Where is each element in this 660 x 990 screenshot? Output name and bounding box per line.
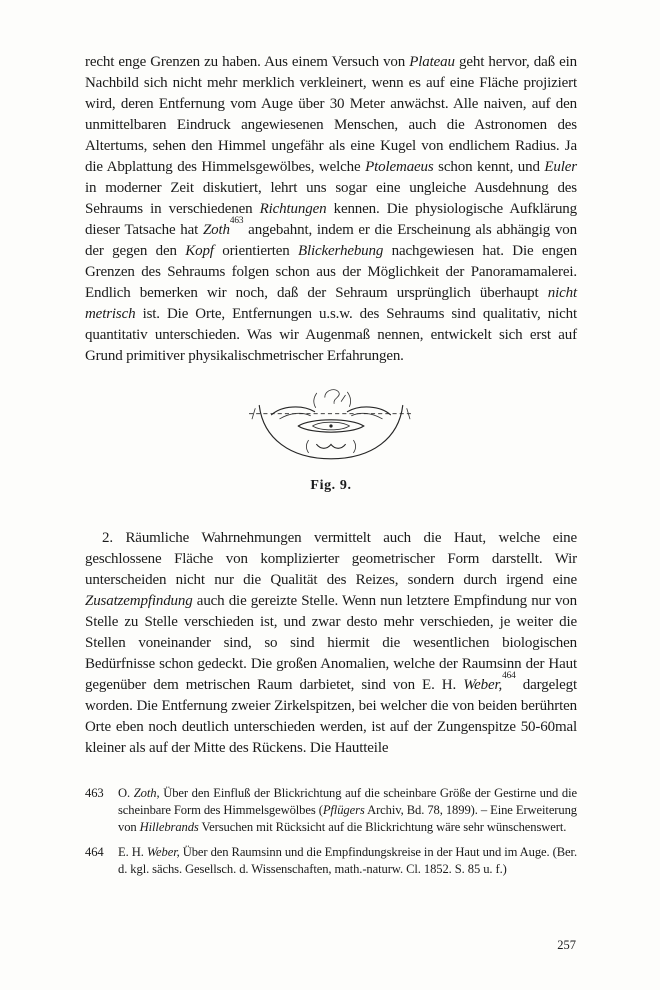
paragraph-2: 2. Räumliche Wahrnehmungen vermittelt auch die Haut, welche eine geschlossene Fläche von komplizierter geometrischer Form darstellt. Wir unterscheiden nicht nur die Qualität des Reizes, sondern durch irgend eine Zusatzempfindung auch die gereizte Stelle. Wenn nun letztere Empfindung nur von Stelle zu Stelle verschieden ist, und zwar desto mehr verschieden, je weiter die Stellen voneinander sind, so sind hiermit die wesentlichen biologischen Bedürfnisse schon gedeckt. Die großen Anomalien, welche der Raumsinn der Haut gegenüber dem metrischen Raum darbietet, sind von E. H. Weber,$^{464}$ dargelegt worden. Die Entfernung zweier Zirkelspitzen, bei welcher die von beiden berührten Orte eben noch deutlich unterschieden werden, ist auf der Zungenspitze 50-60mal kleiner als auf der Mitte des Rückens. Die Hautteile bbox=[85, 530, 577, 756]
footnotes-section bbox=[85, 785, 577, 878]
footnote-464 bbox=[85, 844, 577, 878]
footnote-text-463: O. Zoth, Über den Einfluß der Blickrichtung auf die scheinbare Größe der Gestirne und die scheinbare Form des Himmelsgewölbes (Pflügers Archiv, Bd. 78, 1899). – Eine Erweiterung von Hillebrands Versuchen mit Rücksicht auf die Blickrichtung wäre sehr wünschenswert. bbox=[118, 786, 578, 835]
page-number: 257 bbox=[557, 938, 576, 952]
footnote-number-464: 464 bbox=[85, 844, 104, 859]
figure-9 bbox=[85, 387, 577, 494]
footnote-text-464: E. H. Weber, Über den Raumsinn und die Empfindungskreise in der Haut und im Auge. (Ber. d. kgl. sächs. Gesellsch. d. Wissenschaften, math.-naturw. Cl. 1852. S. 85 u. f.) bbox=[118, 844, 577, 876]
figure-caption: Fig. 9. bbox=[310, 478, 352, 493]
footnote-number-463: 463 bbox=[85, 786, 104, 800]
footnote-463 bbox=[85, 785, 577, 837]
face-sketch-illustration bbox=[249, 387, 413, 465]
paragraph-1: recht enge Grenzen zu haben. Aus einem Versuch von Plateau geht hervor, daß ein Nachbild sich nicht mehr merklich verkleinert, wenn es auf eine Fläche projiziert wird, deren Entfernung vom Auge über 30 Meter anwächst. Alle naiven, auf den unmittelbaren Eindruck angewiesenen Menschen, auch die Astronomen des Altertums, sehen den Himmel ungefähr als eine Kugel von endlichem Radius. Ja die Abplattung des Himmelsgewölbes, welche Ptolemaeus schon kennt, und Euler in moderner Zeit diskutiert, lehrt uns sogar eine ungleiche Ausdehnung des Sehraums in verschiedenen Richtungen kennen. Die physiologische Aufklärung dieser Tatsache hat Zoth$^{463}$ angebahnt, indem er die Erscheinung als abhängig von der gegen den Kopf orientierten Blickerhebung nachgewiesen hat. Die engen Grenzen des Sehraums folgen schon aus der Möglichkeit der Panoramamalerei. Endlich bemerken wir noch, daß der Sehraum ursprünglich überhaupt nicht metrisch ist. Die Orte, Entfernungen u.s.w. des Sehraums sind qualitativ, nicht quantitativ unterschieden. Was wir Augenmaß nennen, entwickelt sich erst auf Grund primitiver physikalischmetrischer Erfahrungen. bbox=[85, 54, 577, 364]
